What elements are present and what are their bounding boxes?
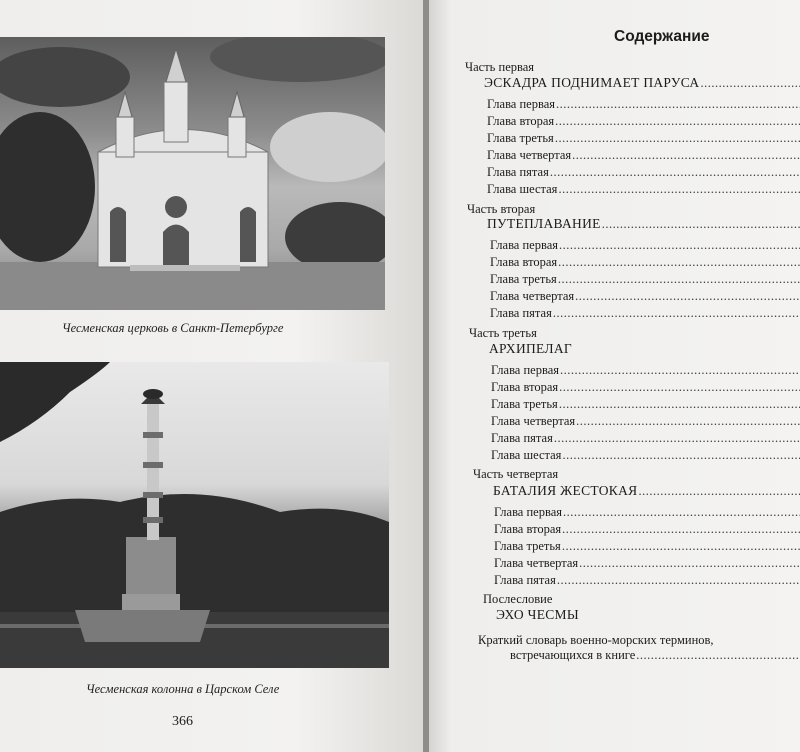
chapter-label: Глава третья [491,397,558,411]
toc-entry[interactable] [487,165,800,179]
afterword-title: ЭХО ЧЕСМЫ [496,607,579,622]
dot-leader [558,272,800,286]
part-title: БАТАЛИЯ ЖЕСТОКАЯ [493,483,638,498]
chapter-label: Глава шестая [491,448,562,462]
chapter-label: Глава третья [494,539,561,553]
toc-entry[interactable] [491,363,800,377]
toc-entry[interactable] [487,131,800,145]
dot-leader [576,414,800,428]
toc-entry[interactable] [487,217,800,231]
chapter-label: Глава вторая [487,114,555,128]
chapter-label: Глава пятая [491,431,553,445]
toc-entry[interactable] [490,306,800,320]
dot-leader [554,431,800,445]
toc-entry[interactable] [490,238,800,252]
toc-entry[interactable] [491,397,800,411]
toc-entry[interactable] [491,414,800,428]
chapter-label: Глава третья [487,131,554,145]
chapter-label: Глава вторая [491,380,559,394]
chapter-label: Глава четвертая [494,556,579,570]
toc-entry[interactable] [494,556,800,570]
toc-entry[interactable] [494,573,800,587]
toc-entry[interactable] [510,648,800,662]
toc-entry[interactable] [491,448,800,462]
toc-entry[interactable] [494,505,800,519]
dot-leader [638,484,800,498]
part-title: ЭСКАДРА ПОДНИМАЕТ ПАРУСА [484,75,700,90]
dot-leader [559,238,800,252]
toc-entry[interactable] [494,539,800,553]
toc-entry[interactable] [487,148,800,162]
dot-leader [575,289,800,303]
dot-leader [557,573,800,587]
chapter-label: Глава четвертая [487,148,572,162]
part-title: АРХИПЕЛАГ [489,341,573,356]
dot-leader [572,148,800,162]
chapter-label: Глава вторая [490,255,558,269]
part-label: Часть первая [465,60,535,74]
toc-entry[interactable] [487,97,800,111]
chapter-label: Глава шестая [487,182,558,196]
dot-leader [558,255,800,269]
dot-leader [559,380,800,394]
dot-leader [579,556,800,570]
dot-leader [562,522,800,536]
toc-entry[interactable] [490,289,800,303]
toc-entry[interactable] [489,342,800,356]
dot-leader [553,306,800,320]
toc-entry[interactable] [487,114,800,128]
part-label: Часть четвертая [473,467,559,481]
chapter-label: Глава первая [491,363,560,377]
dot-leader [555,114,800,128]
toc-entry[interactable] [494,522,800,536]
toc-entry[interactable] [493,484,800,498]
dot-leader [555,131,800,145]
church-photo [0,37,385,310]
contents-title: Содержание [614,28,710,45]
dot-leader [560,363,800,377]
toc-entry[interactable] [496,608,800,622]
glossary-line-1: Краткий словарь военно-морских терминов, [478,633,714,647]
dot-leader [636,648,800,662]
toc-entry[interactable] [491,431,800,445]
chapter-label: Глава первая [487,97,556,111]
chapter-label: Глава пятая [494,573,556,587]
toc-entry[interactable] [491,380,800,394]
toc-entry[interactable] [490,255,800,269]
dot-leader [700,76,800,90]
dot-leader [550,165,800,179]
chapter-label: Глава первая [494,505,563,519]
chapter-label: Глава вторая [494,522,562,536]
part-label: Часть вторая [467,202,536,216]
dot-leader [602,217,800,231]
glossary-line-2: встречающихся в книге [510,648,636,662]
chapter-label: Глава четвертая [491,414,576,428]
toc-entry[interactable] [490,272,800,286]
dot-leader [558,182,800,196]
column-photo-caption: Чесменская колонна в Царском Селе [86,682,280,696]
afterword-label: Послесловие [483,592,553,606]
toc-entry[interactable] [484,76,800,90]
column-photo [0,362,389,668]
part-label: Часть третья [469,326,537,340]
part-title: ПУТЕПЛАВАНИЕ [487,216,601,231]
dot-leader [562,539,800,553]
dot-leader [556,97,800,111]
dot-leader [563,505,800,519]
dot-leader [562,448,800,462]
chapter-label: Глава четвертая [490,289,575,303]
page-number: 366 [172,714,193,729]
chapter-label: Глава третья [490,272,557,286]
chapter-label: Глава пятая [490,306,552,320]
toc-entry[interactable] [487,182,800,196]
church-photo-caption: Чесменская церковь в Санкт-Петербурге [62,321,284,335]
chapter-label: Глава пятая [487,165,549,179]
dot-leader [559,397,800,411]
chapter-label: Глава первая [490,238,559,252]
